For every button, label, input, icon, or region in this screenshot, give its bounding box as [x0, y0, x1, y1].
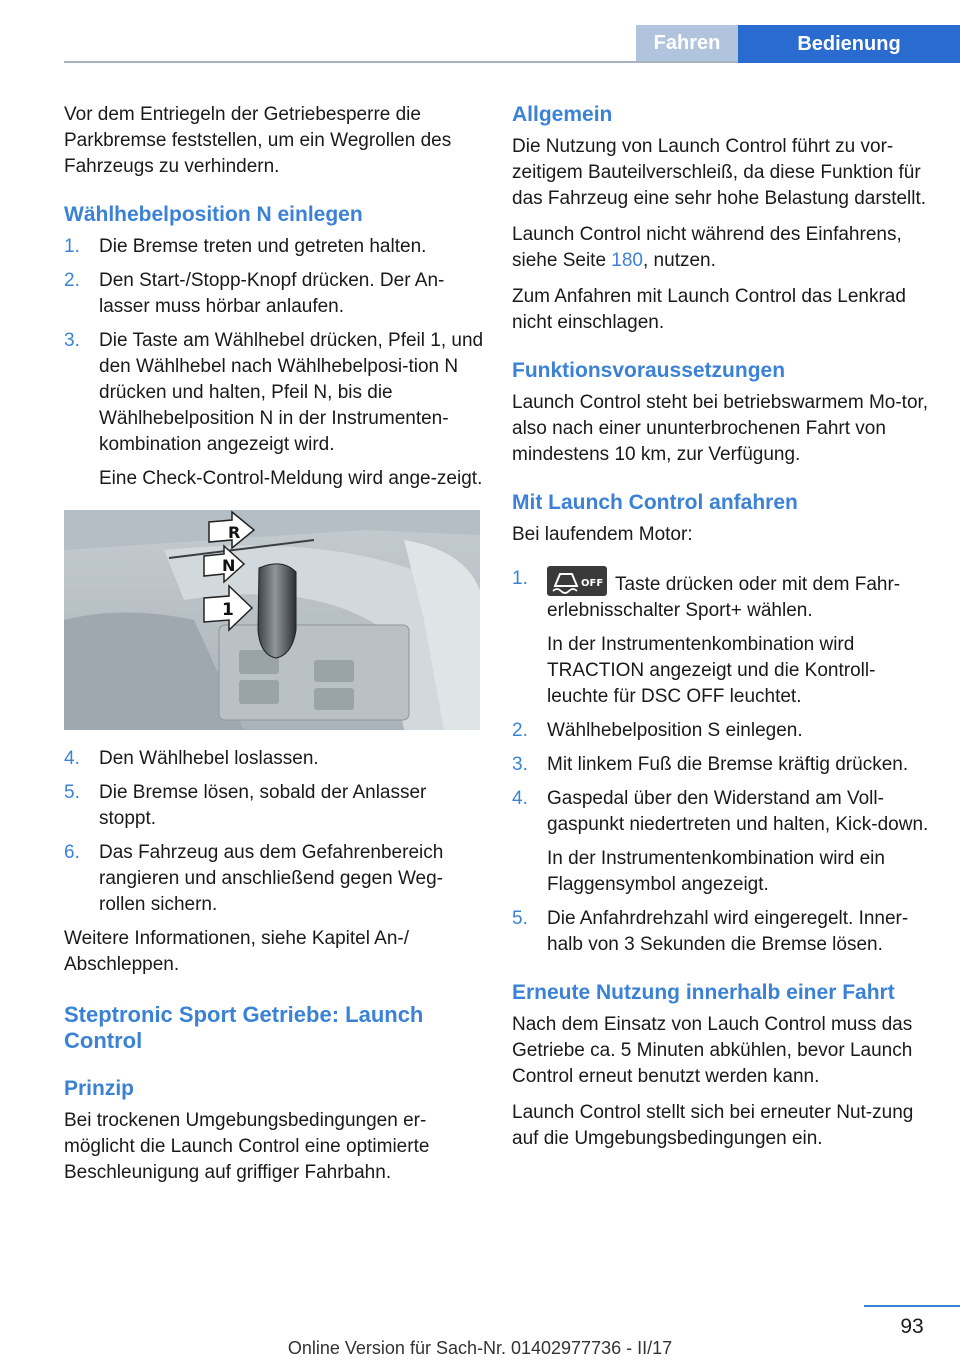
step-number: 2. — [512, 720, 528, 741]
step-number: 2. — [64, 270, 80, 291]
allgemein-paragraph-2 — [512, 222, 930, 274]
tab-bedienung[interactable]: Bedienung — [738, 25, 960, 63]
list-item — [512, 752, 930, 778]
step-text: Die Bremse treten und getreten halten. — [99, 236, 427, 257]
step-text: Den Start-/Stopp-Knopf drücken. Der An‐lasser muss hörbar anlaufen. — [99, 270, 445, 317]
page-number: 93 — [900, 1315, 924, 1338]
step-text: Den Wählhebel loslassen. — [99, 748, 319, 769]
list-item — [64, 746, 484, 772]
list-item — [512, 718, 930, 744]
step-note: Eine Check-Control-Meldung wird ange‐zeigt. — [99, 468, 483, 489]
footer-rule — [864, 1305, 960, 1307]
dsc-off-icon-label: OFF — [581, 578, 604, 589]
gear-selector-illustration — [64, 510, 480, 730]
list-item — [64, 328, 484, 492]
step-text: Die Anfahrdrehzahl wird eingeregelt. Inner‐halb von 3 Sekunden die Bremse lösen. — [547, 908, 909, 955]
step-number: 3. — [512, 754, 528, 775]
step-text: Die Bremse lösen, sobald der Anlasser stoppt. — [99, 782, 427, 829]
list-item — [512, 566, 930, 710]
step-number: 3. — [64, 330, 80, 351]
step-text: Mit linkem Fuß die Bremse kräftig drücken. — [547, 754, 909, 775]
list-item — [512, 786, 930, 898]
list-item — [64, 268, 484, 320]
step-text: Wählhebelposition S einlegen. — [547, 720, 803, 741]
funktion-paragraph: Launch Control steht bei betriebswarmem Mo‐tor, also nach einer ununterbrochenen Fahrt von mindestens 10 km, zur Verfügung. — [512, 392, 929, 465]
arrow-label-r: R — [228, 523, 241, 542]
anfahren-title: Mit Launch Control anfahren — [512, 491, 798, 514]
list-item — [64, 234, 484, 260]
tab-fahren[interactable]: Fahren — [636, 25, 738, 61]
steps-list-continued — [64, 746, 484, 918]
step-number: 1. — [64, 236, 80, 257]
allgemein-title: Allgemein — [512, 103, 613, 126]
step-number: 4. — [64, 748, 80, 769]
section-title-neutral: Wählhebelposition N einlegen — [64, 203, 363, 226]
allgemein-text-before: Launch Control nicht während des Einfahrens, siehe Seite — [512, 224, 902, 271]
allgemein-paragraph-1: Die Nutzung von Launch Control führt zu vor‐zeitigem Bauteilverschleiß, da diese Funktion für das Fahrzeug eine sehr hohe Belastung darstellt. — [512, 136, 927, 209]
more-info-paragraph: Weitere Informationen, siehe Kapitel An-/ Abschleppen. — [64, 928, 410, 975]
allgemein-paragraph-3: Zum Anfahren mit Launch Control das Lenkrad nicht einschlagen. — [512, 286, 906, 333]
step-number: 6. — [64, 842, 80, 863]
erneute-paragraph-1: Nach dem Einsatz von Lauch Control muss das Getriebe ca. 5 Minuten abkühlen, bevor Launch Control erneut benutzt werden kann. — [512, 1014, 913, 1087]
funktion-title: Funktionsvoraussetzungen — [512, 359, 786, 382]
steptronic-title: Steptronic Sport Getriebe: Launch Control — [64, 1002, 424, 1053]
left-column — [64, 102, 484, 1196]
anfahren-intro: Bei laufendem Motor: — [512, 524, 693, 545]
erneute-paragraph-2: Launch Control stellt sich bei erneuter Nut‐zung auf die Umgebungsbedingungen ein. — [512, 1102, 914, 1149]
step-note: In der Instrumentenkombination wird TRACTION angezeigt und die Kontroll‐leuchte für DSC OFF leuchtet. — [547, 634, 876, 707]
step-text: Das Fahrzeug aus dem Gefahrenbereich rangieren und anschließend gegen Weg‐rollen sichern. — [99, 842, 444, 915]
intro-paragraph: Vor dem Entriegeln der Getriebesperre die Parkbremse feststellen, um ein Wegrollen des Fahrzeugs zu verhindern. — [64, 104, 452, 177]
erneute-title: Erneute Nutzung innerhalb einer Fahrt — [512, 981, 895, 1004]
steps-list-neutral — [64, 234, 484, 492]
allgemein-text-after: , nutzen. — [643, 250, 716, 271]
right-column — [512, 102, 930, 1162]
list-item — [512, 906, 930, 958]
page-reference-link[interactable]: 180 — [611, 250, 643, 271]
step-number: 5. — [64, 782, 80, 803]
arrow-label-1: 1 — [222, 600, 234, 620]
prinzip-title: Prinzip — [64, 1077, 135, 1100]
step-number: 4. — [512, 788, 528, 809]
arrow-label-n: N — [222, 556, 236, 575]
list-item — [64, 840, 484, 918]
dsc-off-button-icon — [547, 566, 607, 596]
step-number: 5. — [512, 908, 528, 929]
step-text: Gaspedal über den Widerstand am Voll‐gaspunkt niedertreten und halten, Kick‐down. — [547, 788, 929, 835]
prinzip-paragraph: Bei trockenen Umgebungsbedingungen er‐möglicht die Launch Control eine optimierte Beschleunigung auf griffiger Fahrbahn. — [64, 1110, 430, 1183]
online-version-footer: Online Version für Sach-Nr. 01402977736 - II/17 — [287, 1338, 673, 1358]
steps-list-launch — [512, 566, 930, 958]
step-note: In der Instrumentenkombination wird ein Flaggensymbol angezeigt. — [547, 848, 885, 895]
step-number: 1. — [512, 568, 528, 589]
step-text: Taste drücken oder mit dem Fahr‐erlebnisschalter Sport+ wählen. — [547, 574, 901, 621]
list-item — [64, 780, 484, 832]
step-text: Die Taste am Wählhebel drücken, Pfeil 1, und den Wählhebel nach Wählhebelposi‐tion N drücken und halten, Pfeil N, bis die Wählhebelposition N in der Instrumenten‐kombination angezeigt wird. — [99, 330, 484, 455]
